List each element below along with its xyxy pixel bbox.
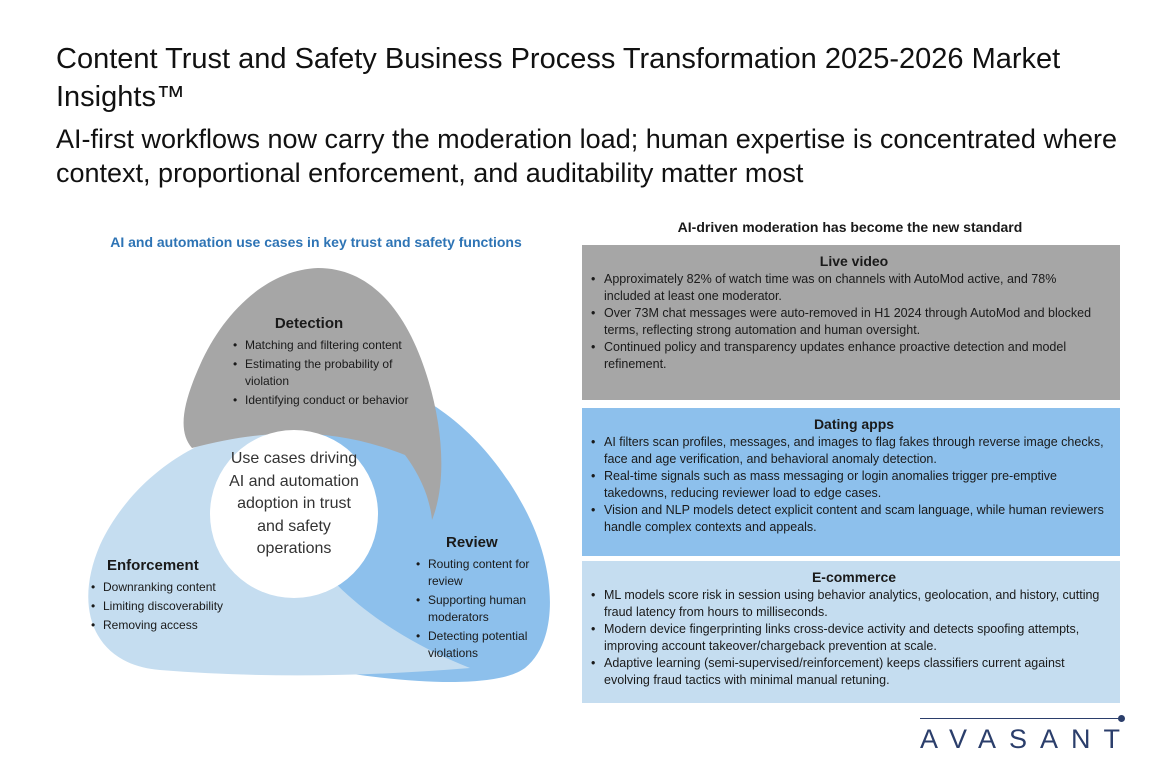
- review-block: [412, 534, 552, 664]
- panel-item: • Approximately 82% of watch time was on channels with AutoMod active, and 78% included at least one moderator.: [604, 271, 1104, 305]
- panel-item: • Modern device fingerprinting links cross-device activity and detects spoofing attempts, improving account takeover/chargeback prevention at scale.: [604, 621, 1104, 655]
- page-title: Content Trust and Safety Business Process Transformation 2025-2026 Market Insights™: [56, 43, 1061, 113]
- enforcement-item: • Downranking content: [103, 579, 247, 596]
- detection-item: • Estimating the probability of violation: [245, 356, 429, 390]
- panel-live-video: [582, 245, 1120, 400]
- enforcement-title: Enforcement: [107, 557, 199, 574]
- panel-title: Live video: [819, 253, 889, 269]
- panel-item: • AI filters scan profiles, messages, and images to flag fakes through reverse image checks, face and age verification, and behavioral anomaly detection.: [604, 434, 1104, 468]
- panel-dating-apps: [582, 408, 1120, 556]
- panel-item: • ML models score risk in session using behavior analytics, geolocation, and history, cutting fraud latency from hours to milliseconds.: [604, 587, 1104, 621]
- right-section-heading: AI-driven moderation has become the new standard: [677, 219, 1023, 235]
- detection-item: • Matching and filtering content: [245, 337, 429, 354]
- panel-e-commerce: [582, 561, 1120, 703]
- enforcement-block: [87, 557, 247, 636]
- enforcement-item: • Limiting discoverability: [103, 598, 247, 615]
- panel-title: Dating apps: [813, 416, 895, 432]
- detection-title: Detection: [274, 315, 344, 332]
- logo-dot: [1118, 715, 1125, 722]
- review-item: • Routing content for review: [428, 556, 552, 590]
- avasant-logo: [920, 718, 1134, 758]
- panel-item: • Continued policy and transparency updates enhance proactive detection and model refinement.: [604, 339, 1104, 373]
- detection-item: • Identifying conduct or behavior: [245, 392, 429, 409]
- review-item: • Supporting human moderators: [428, 592, 552, 626]
- left-section-heading: AI and automation use cases in key trust and safety functions: [110, 234, 522, 250]
- enforcement-item: • Removing access: [103, 617, 247, 634]
- detection-block: [229, 315, 429, 411]
- review-title: Review: [446, 534, 498, 551]
- panel-title: E-commerce: [811, 569, 897, 585]
- center-label: Use cases driving AI and automation adoption in trust and safety operations: [229, 450, 359, 557]
- page-subtitle: AI-first workflows now carry the moderation load; human expertise is concentrated where context, proportional enforcement, and auditability matter most: [56, 124, 1117, 188]
- panel-item: • Adaptive learning (semi-supervised/reinforcement) keeps classifiers current against evolving fraud tactics with minimal manual retuning.: [604, 655, 1104, 689]
- panel-item: • Real-time signals such as mass messaging or login anomalies trigger pre-emptive takedowns, reducing reviewer load to edge cases.: [604, 468, 1104, 502]
- panel-item: • Vision and NLP models detect explicit content and scam language, while human reviewers handle complex contexts and appeals.: [604, 502, 1104, 536]
- panel-item: • Over 73M chat messages were auto-removed in H1 2024 through AutoMod and blocked terms, reflecting strong automation and human oversight.: [604, 305, 1104, 339]
- logo-text: AVASANT: [920, 724, 1134, 754]
- logo-line: [920, 718, 1120, 719]
- review-item: • Detecting potential violations: [428, 628, 552, 662]
